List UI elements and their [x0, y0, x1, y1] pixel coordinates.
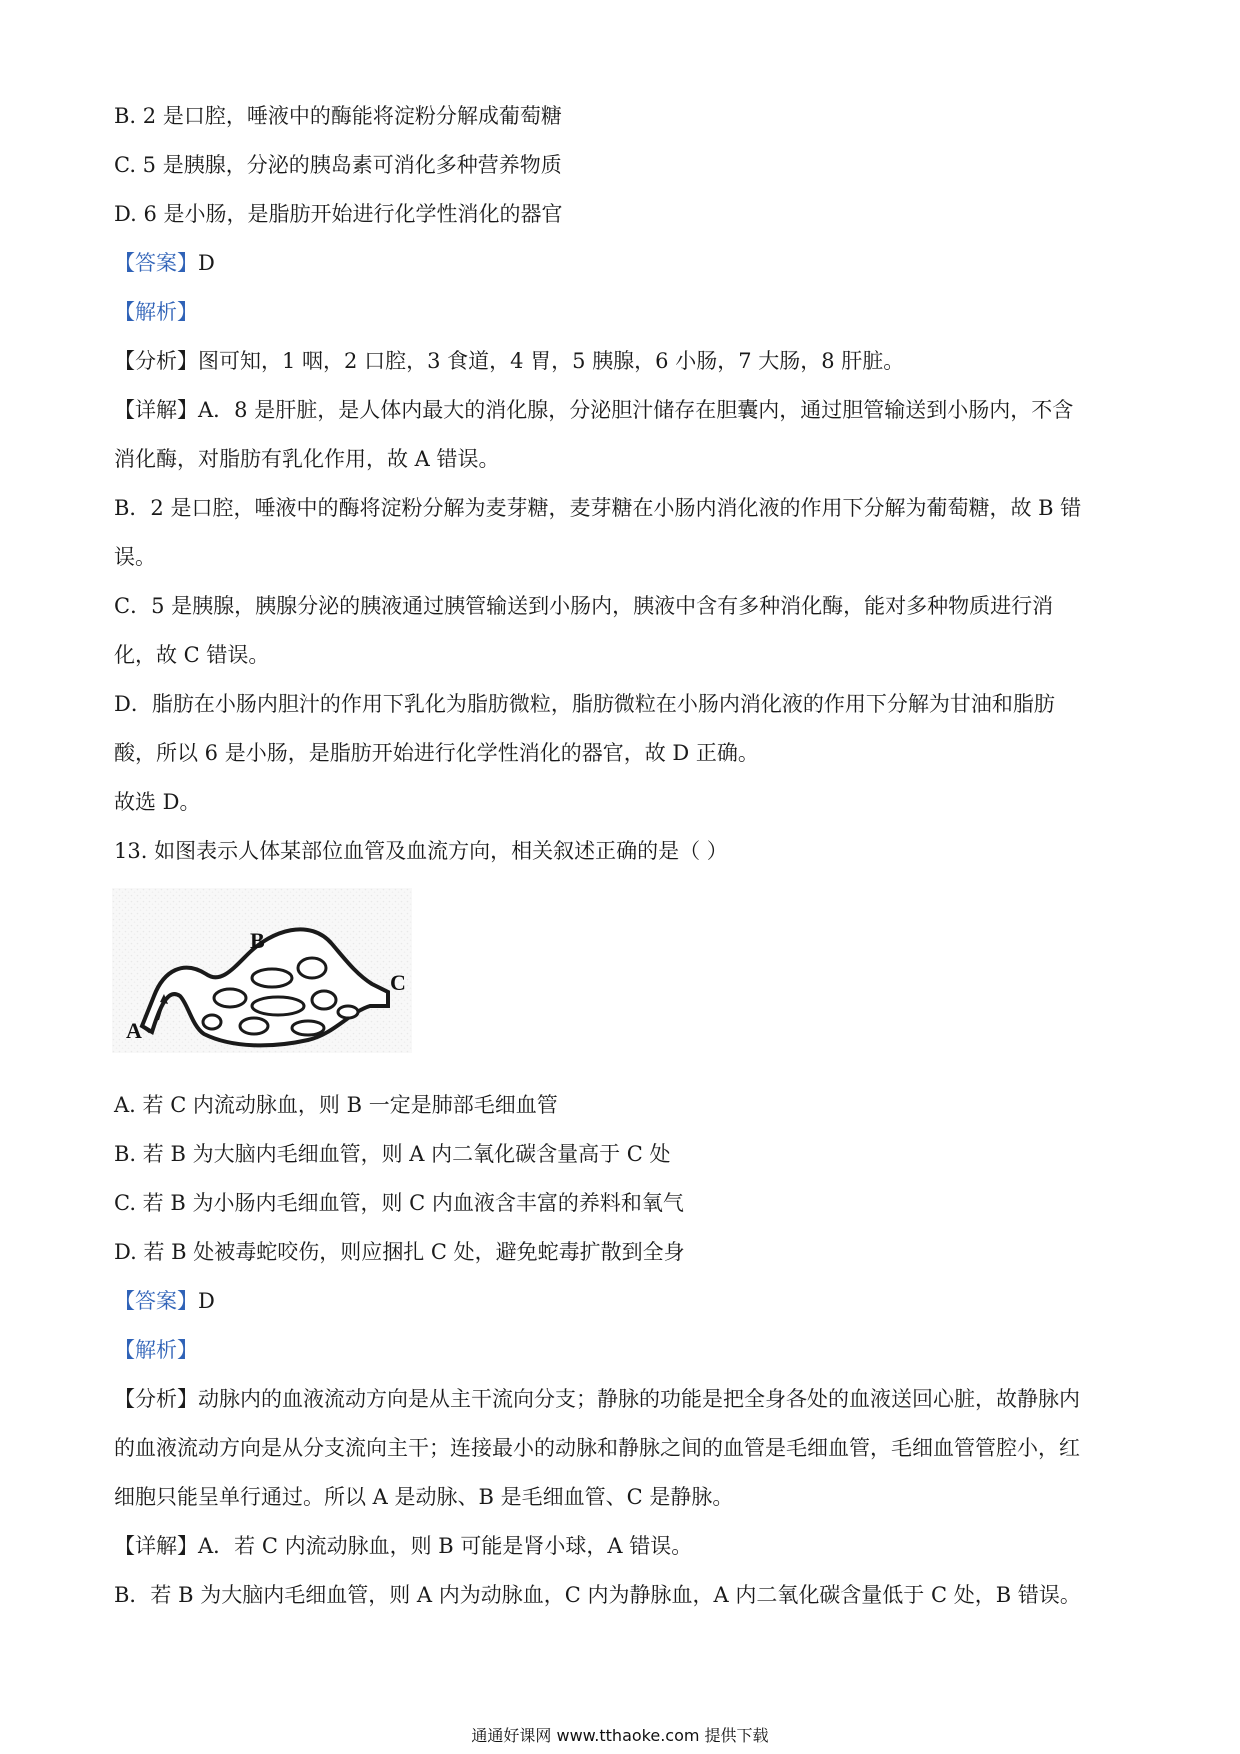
q12-xiangjie-line-1 [114, 395, 1134, 425]
q13-fenxi-line-2: 的血液流动方向是从分支流向主干；连接最小的动脉和静脉之间的血管是毛细血管，毛细血管管腔小，红 [114, 1436, 1080, 1460]
q12-conclusion: 故选 D。 [114, 790, 201, 814]
q12-xiangjie-line-2: 消化酶，对脂肪有乳化作用，故 A 错误。 [114, 447, 500, 471]
capillary-island [298, 958, 326, 978]
fenxi-text: 图可知，1 咽，2 口腔，3 食道，4 胃，5 胰腺，6 小肠，7 大肠，8 肝脏。 [198, 349, 905, 373]
q13-option-d: D. 若 B 处被毒蛇咬伤，则应捆扎 C 处，避免蛇毒扩散到全身 [114, 1240, 685, 1264]
label-c: C [390, 970, 406, 995]
q12-option-c: C. 5 是胰腺，分泌的胰岛素可消化多种营养物质 [114, 153, 562, 177]
capillary-island [252, 997, 304, 1015]
q13-fenxi-line-3: 细胞只能呈单行通过。所以 A 是动脉、B 是毛细血管、C 是静脉。 [114, 1485, 734, 1509]
q13-stem: 13. 如图表示人体某部位血管及血流方向，相关叙述正确的是（ ） [114, 839, 728, 863]
page-footer: 通通好课网 www.tthaoke.com 提供下载 [471, 1726, 769, 1745]
capillary-island [203, 1015, 221, 1029]
q12-fenxi [114, 346, 1134, 376]
answer-tag: 【答案】 [114, 1289, 198, 1313]
q12-xiangjie-line-8: 酸，所以 6 是小肠，是脂肪开始进行化学性消化的器官，故 D 正确。 [114, 741, 759, 765]
answer-value: D [198, 1289, 215, 1313]
q13-option-c: C. 若 B 为小肠内毛细血管，则 C 内血液含丰富的养料和氧气 [114, 1191, 684, 1215]
q12-xiangjie-line-7: D．脂肪在小肠内胆汁的作用下乳化为脂肪微粒，脂肪微粒在小肠内消化液的作用下分解为甘油和脂肪 [114, 692, 1055, 716]
analysis-tag: 【解析】 [114, 1338, 198, 1362]
capillary-island [214, 989, 246, 1007]
answer-value: D [198, 251, 215, 275]
capillary-island [338, 1006, 358, 1018]
fenxi-tag: 【分析】 [114, 349, 198, 373]
q12-xiangjie-line-3: B．2 是口腔，唾液中的酶将淀粉分解为麦芽糖，麦芽糖在小肠内消化液的作用下分解为葡萄糖，故 B 错 [114, 496, 1082, 520]
fenxi-text: 动脉内的血液流动方向是从主干流向分支；静脉的功能是把全身各处的血液送回心脏，故静脉内 [198, 1387, 1080, 1411]
blood-vessel-diagram [112, 888, 412, 1053]
q12-option-d: D. 6 是小肠，是脂肪开始进行化学性消化的器官 [114, 202, 563, 226]
xiangjie-text: A．8 是肝脏，是人体内最大的消化腺，分泌胆汁储存在胆囊内，通过胆管输送到小肠内，不含 [198, 398, 1074, 422]
q13-answer [114, 1286, 1134, 1316]
q13-option-a: A. 若 C 内流动脉血，则 B 一定是肺部毛细血管 [114, 1093, 558, 1117]
q12-answer [114, 248, 1134, 278]
xiangjie-text: A．若 C 内流动脉血，则 B 可能是肾小球，A 错误。 [198, 1534, 693, 1558]
analysis-tag: 【解析】 [114, 300, 198, 324]
q13-option-b: B. 若 B 为大脑内毛细血管，则 A 内二氧化碳含量高于 C 处 [114, 1142, 671, 1166]
q13-xiangjie-a [114, 1531, 1134, 1561]
q13-fenxi-line-1 [114, 1384, 1134, 1414]
capillary-island [292, 1021, 324, 1035]
capillary-island [240, 1018, 268, 1034]
label-b: B [250, 928, 265, 953]
xiangjie-tag: 【详解】 [114, 398, 198, 422]
blood-vessel-figure [112, 888, 412, 1053]
q13-xiangjie-b: B．若 B 为大脑内毛细血管，则 A 内为动脉血，C 内为静脉血，A 内二氧化碳含量低于 C 处，B 错误。 [114, 1583, 1081, 1607]
capillary-island [312, 991, 336, 1009]
capillary-island [252, 969, 292, 987]
answer-tag: 【答案】 [114, 251, 198, 275]
q13-analysis-tag [114, 1335, 1134, 1365]
q12-xiangjie-line-5: C．5 是胰腺，胰腺分泌的胰液通过胰管输送到小肠内，胰液中含有多种消化酶，能对多种物质进行消 [114, 594, 1054, 618]
q12-option-b: B. 2 是口腔，唾液中的酶能将淀粉分解成葡萄糖 [114, 104, 562, 128]
q12-xiangjie-line-4: 误。 [114, 545, 156, 569]
q12-analysis-tag [114, 297, 1134, 327]
label-a: A [126, 1018, 142, 1043]
fenxi-tag: 【分析】 [114, 1387, 198, 1411]
q12-xiangjie-line-6: 化，故 C 错误。 [114, 643, 270, 667]
xiangjie-tag: 【详解】 [114, 1534, 198, 1558]
